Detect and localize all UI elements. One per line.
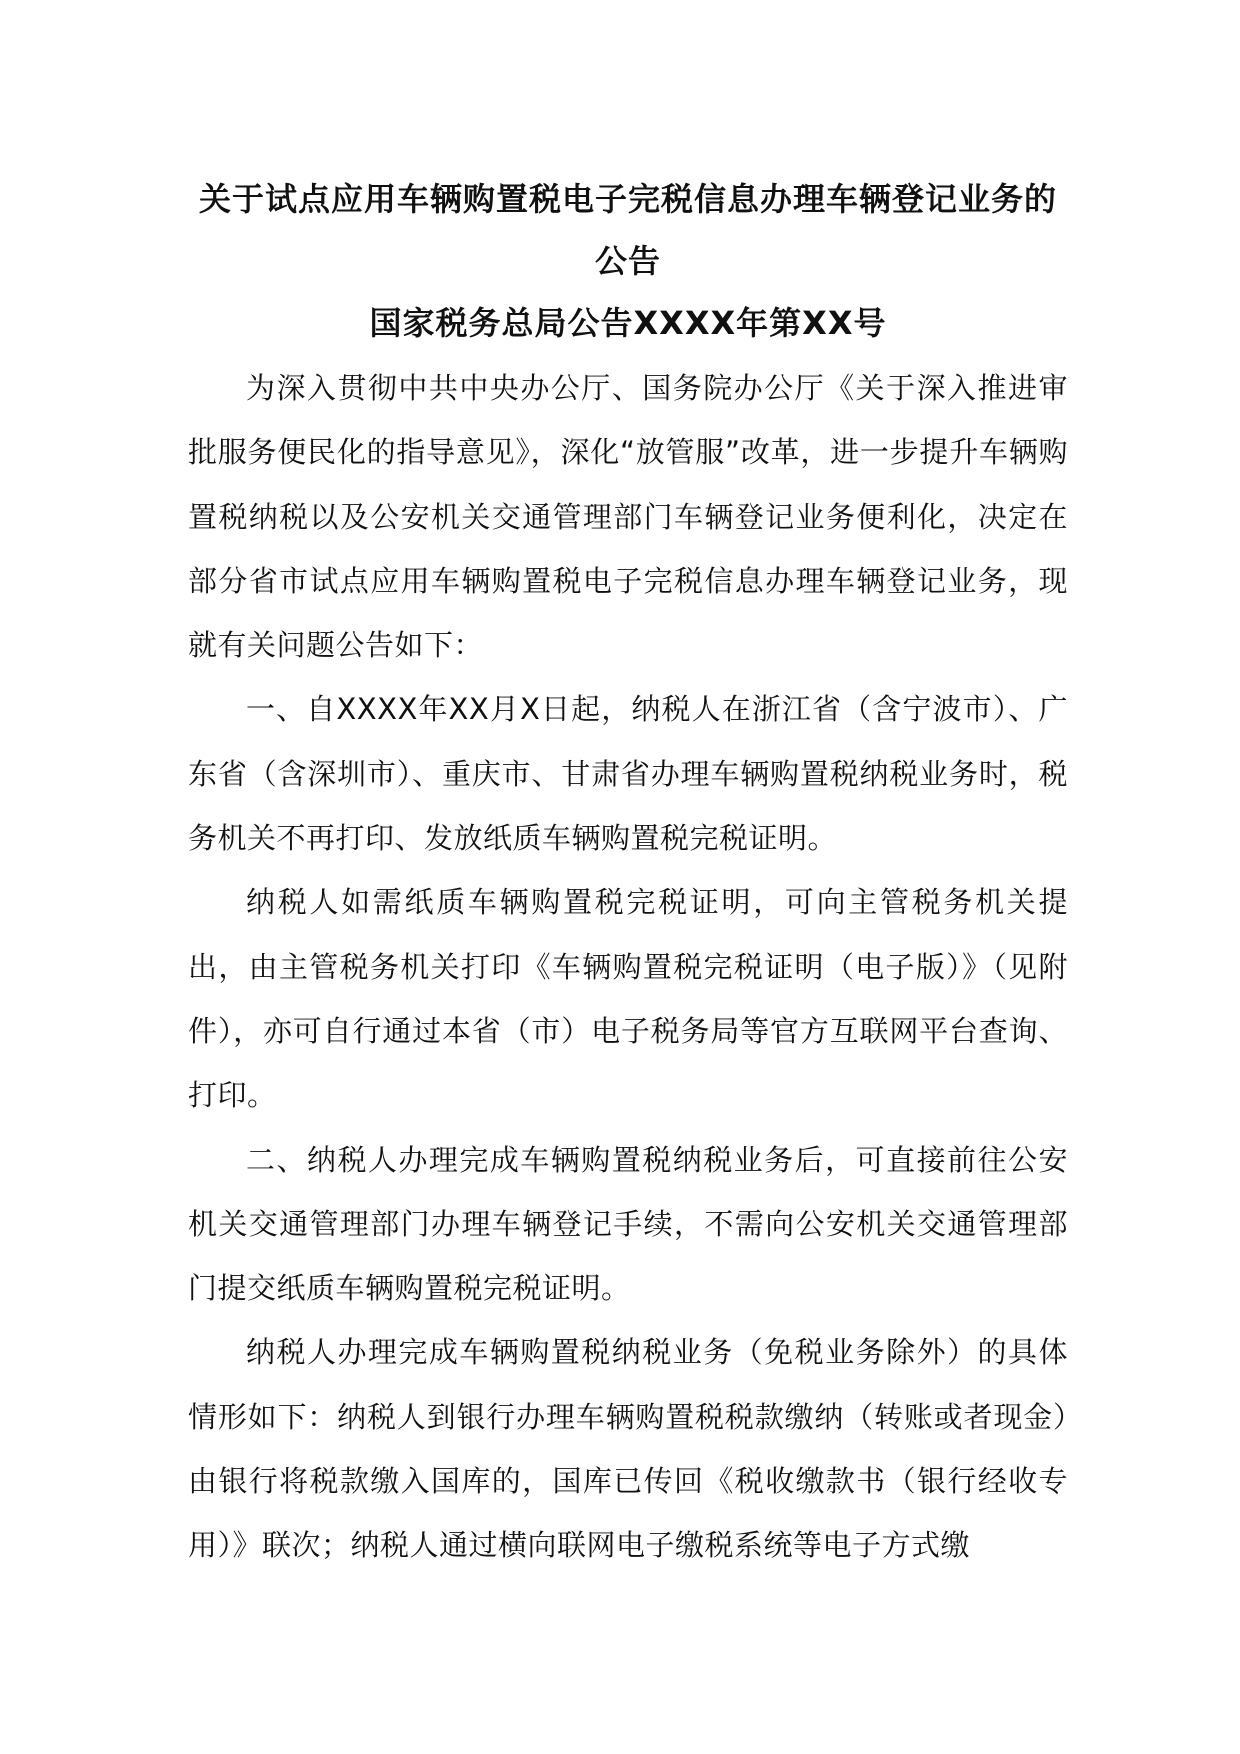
announcement-number: 国家税务总局公告XXXX年第XX号 (369, 304, 887, 342)
document-body (188, 168, 1068, 1578)
paragraph-intro: 为深入贯彻中共中央办公厅、国务院办公厅《关于深入推进审批服务便民化的指导意见》，深化“放管服”改革，进一步提升车辆购置税纳税以及公安机关交通管理部门车辆登记业务便利化，决定在部分省市试点应用车辆购置税电子完税信息办理车辆登记业务，现就有关问题公告如下： (188, 371, 1068, 663)
paragraph-item-2: 二、纳税人办理完成车辆购置税纳税业务后，可直接前往公安机关交通管理部门办理车辆登记手续，不需向公安机关交通管理部门提交纸质车辆购置税完税证明。 (188, 1142, 1068, 1306)
paragraph-item-2-note: 纳税人办理完成车辆购置税纳税业务（免税业务除外）的具体情形如下：纳税人到银行办理车辆购置税税款缴纳（转账或者现金）由银行将税款缴入国库的，国库已传回《税收缴款书（银行经收专用）》联次；纳税人通过横向联网电子缴税系统等电子方式缴 (188, 1335, 1068, 1563)
paragraph-item-1: 一、自XXXX年XX月X日起，纳税人在浙江省（含宁波市）、广东省（含深圳市）、重庆市、甘肃省办理车辆购置税纳税业务时，税务机关不再打印、发放纸质车辆购置税完税证明。 (188, 692, 1068, 856)
paragraph-item-1-note: 纳税人如需纸质车辆购置税完税证明，可向主管税务机关提出，由主管税务机关打印《车辆购置税完税证明（电子版）》（见附件），亦可自行通过本省（市）电子税务局等官方互联网平台查询、打印。 (188, 885, 1068, 1113)
document-title: 关于试点应用车辆购置税电子完税信息办理车辆登记业务的公告 (198, 180, 1057, 280)
